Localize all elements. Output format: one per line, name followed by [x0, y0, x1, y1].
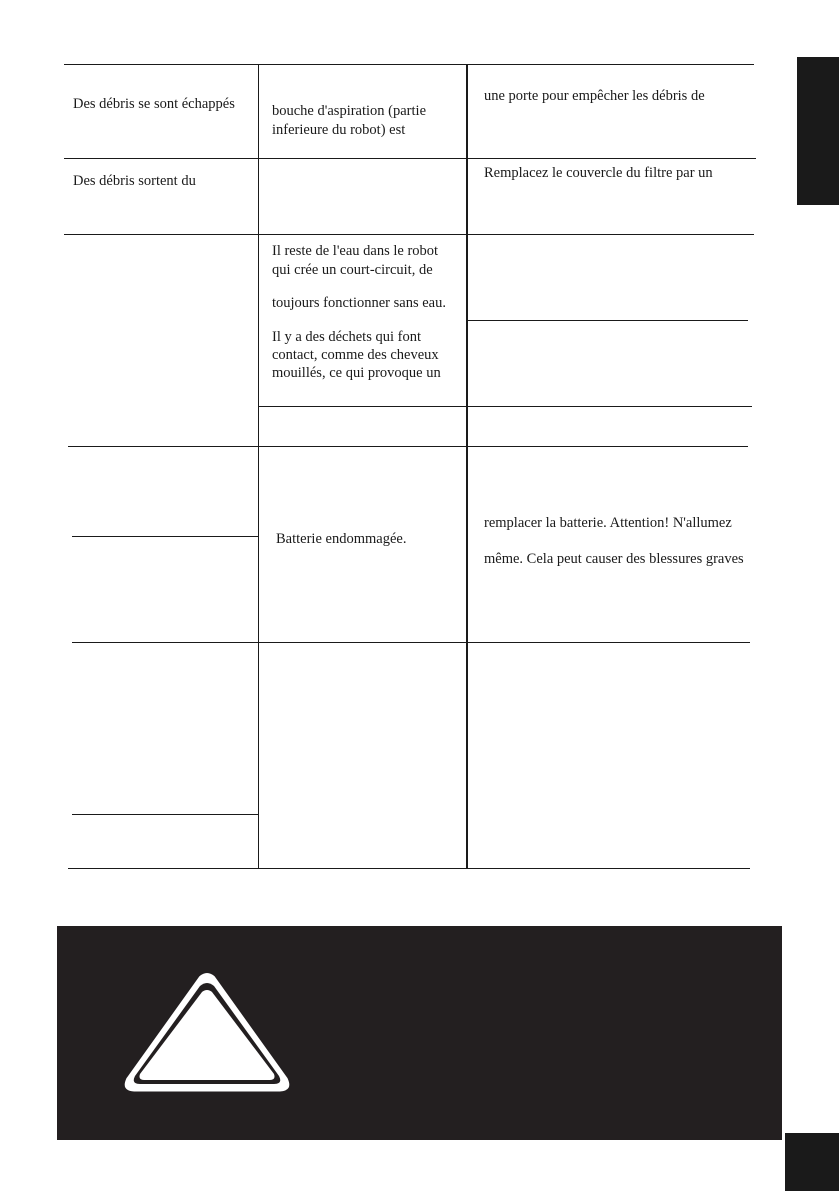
cause-text: contact, comme des cheveux: [272, 347, 439, 363]
table-top-rule: [64, 64, 754, 65]
solution-text: même. Cela peut causer des blessures graves: [484, 551, 744, 567]
warning-triangle-icon: [102, 970, 302, 1100]
column-divider: [466, 64, 468, 869]
sub-row-divider: [467, 320, 748, 321]
column-divider: [258, 64, 259, 869]
problem-sub-divider: [72, 814, 258, 815]
problem-text: Des débris se sont échappés: [73, 96, 235, 112]
solution-text: remplacer la batterie. Attention! N'allumez: [484, 515, 732, 531]
cause-text: mouillés, ce qui provoque un: [272, 365, 441, 381]
row-divider: [72, 642, 750, 643]
page-number-tab: [785, 1133, 839, 1191]
language-tab: [797, 57, 839, 205]
cause-text: inferieure du robot) est: [272, 122, 406, 138]
warning-banner: [57, 926, 782, 1140]
problem-sub-divider: [72, 536, 258, 537]
row-divider: [68, 446, 748, 447]
cause-text: qui crée un court-circuit, de: [272, 262, 433, 278]
solution-text: Remplacez le couvercle du filtre par un: [484, 165, 713, 181]
cause-text: Il y a des déchets qui font: [272, 329, 421, 345]
cause-text: toujours fonctionner sans eau.: [272, 295, 446, 311]
problem-text: Des débris sortent du: [73, 173, 196, 189]
row-divider: [64, 234, 754, 235]
cause-text: Batterie endommagée.: [276, 531, 407, 547]
row-divider: [64, 158, 756, 159]
cause-text: Il reste de l'eau dans le robot: [272, 243, 439, 259]
solution-text: une porte pour empêcher les débris de: [484, 88, 705, 104]
table-bottom-rule: [68, 868, 750, 869]
cause-text: bouche d'aspiration (partie: [272, 103, 426, 119]
sub-row-divider: [258, 406, 752, 407]
